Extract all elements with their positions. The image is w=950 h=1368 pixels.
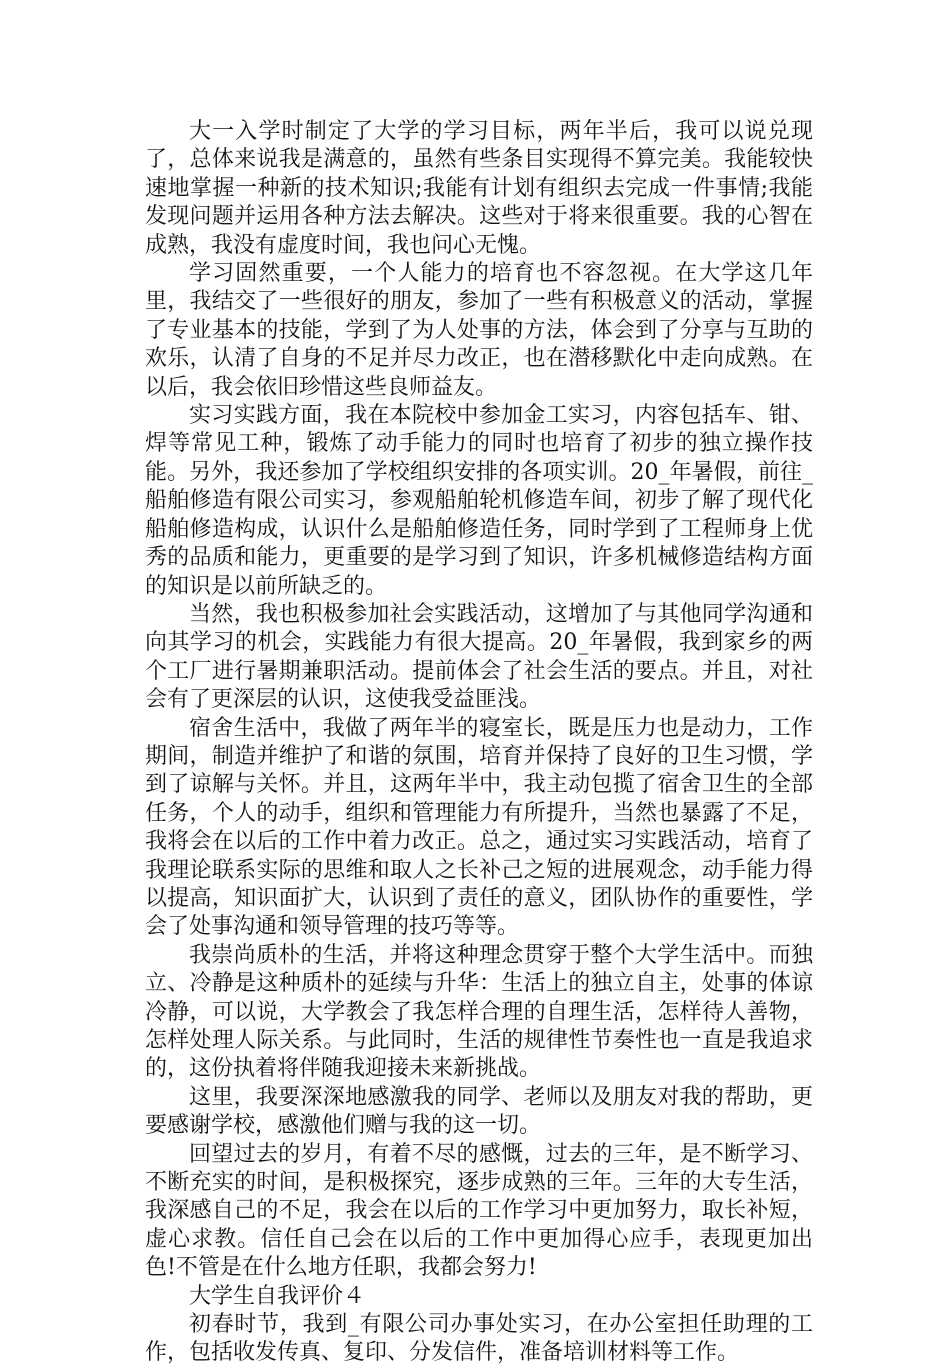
paragraph-internship: 实习实践方面，我在本院校中参加金工实习，内容包括车、钳、焊等常见工种，锻炼了动手能力的同时也培育了初步的独立操作技能。另外，我还参加了学校组织安排的各项实训。20_年暑假，前往_船舶修造有限公司实习，参观船舶轮机修造车间，初步了解了现代化船舶修造构成，认识什么是船舶修造任务，同时学到了工程师身上优秀的品质和能力，更重要的是学习到了知识，许多机械修造结构方面的知识是以前所缺乏的。	[145, 403, 813, 599]
paragraph-abilities: 学习固然重要，一个人能力的培育也不容忽视。在大学这几年里，我结交了一些很好的朋友，参加了一些有积极意义的活动，掌握了专业基本的技能，学到了为人处事的方法，体会到了分享与互助的欢乐，认清了自身的不足并尽力改正，也在潜移默化中走向成熟。在以后，我会依旧珍惜这些良师益友。	[145, 261, 813, 400]
paragraph-gratitude: 这里，我要深深地感激我的同学、老师以及朋友对我的帮助，更要感谢学校，感激他们赠与我的这一切。	[145, 1084, 813, 1139]
paragraph-reflection: 回望过去的岁月，有着不尽的感慨，过去的三年，是不断学习、不断充实的时间，是积极探究，逐步成熟的三年。三年的大专生活，我深感自己的不足，我会在以后的工作学习中更加努力，取长补短，虚心求教。信任自己会在以后的工作中更加得心应手，表现更加出色!不管是在什么地方任职，我都会努力!	[145, 1141, 813, 1281]
section-heading: 大学生自我评价４	[189, 1283, 366, 1309]
paragraph-dormitory: 宿舍生活中，我做了两年半的寝室长，既是压力也是动力，工作期间，制造并维护了和谐的氛围，培育并保持了良好的卫生习惯，学到了谅解与关怀。并且，这两年半中，我主动包揽了宿舍卫生的全部任务，个人的动手，组织和管理能力有所提升，当然也暴露了不足，我将会在以后的工作中着力改正。总之，通过实习实践活动，培育了我理论联系实际的思维和取人之长补己之短的进展观念，动手能力得以提高，知识面扩大，认识到了责任的意义，团队协作的重要性，学会了处事沟通和领导管理的技巧等等。	[145, 715, 813, 940]
document-body	[145, 118, 813, 1368]
paragraph-lifestyle: 我崇尚质朴的生活，并将这种理念贯穿于整个大学生活中。而独立、冷静是这种质朴的延续与升华：生活上的独立自主，处事的体谅冷静，可以说，大学教会了我怎样合理的自理生活，怎样待人善物，怎样处理人际关系。与此同时，生活的规律性节奏性也一直是我追求的，这份执着将伴随我迎接未来新挑战。	[145, 942, 813, 1082]
paragraph-social-practice: 当然，我也积极参加社会实践活动，这增加了与其他同学沟通和向其学习的机会，实践能力有很大提高。20_年暑假，我到家乡的两个工厂进行暑期兼职活动。提前体会了社会生活的要点。并且，对社会有了更深层的认识，这使我受益匪浅。	[145, 601, 813, 713]
paragraph-spring-internship: 初春时节，我到_有限公司办事处实习，在办公室担任助理的工作，包括收发传真、复印、分发信件，准备培训材料等工作。	[145, 1312, 813, 1366]
paragraph-goals: 大一入学时制定了大学的学习目标，两年半后，我可以说兑现了，总体来说我是满意的，虽然有些条目实现得不算完美。我能较快速地掌握一种新的技术知识;我能有计划有组织去完成一件事情;我能发现问题并运用各种方法去解决。这些对于将来很重要。我的心智在成熟，我没有虚度时间，我也问心无愧。	[145, 119, 813, 258]
